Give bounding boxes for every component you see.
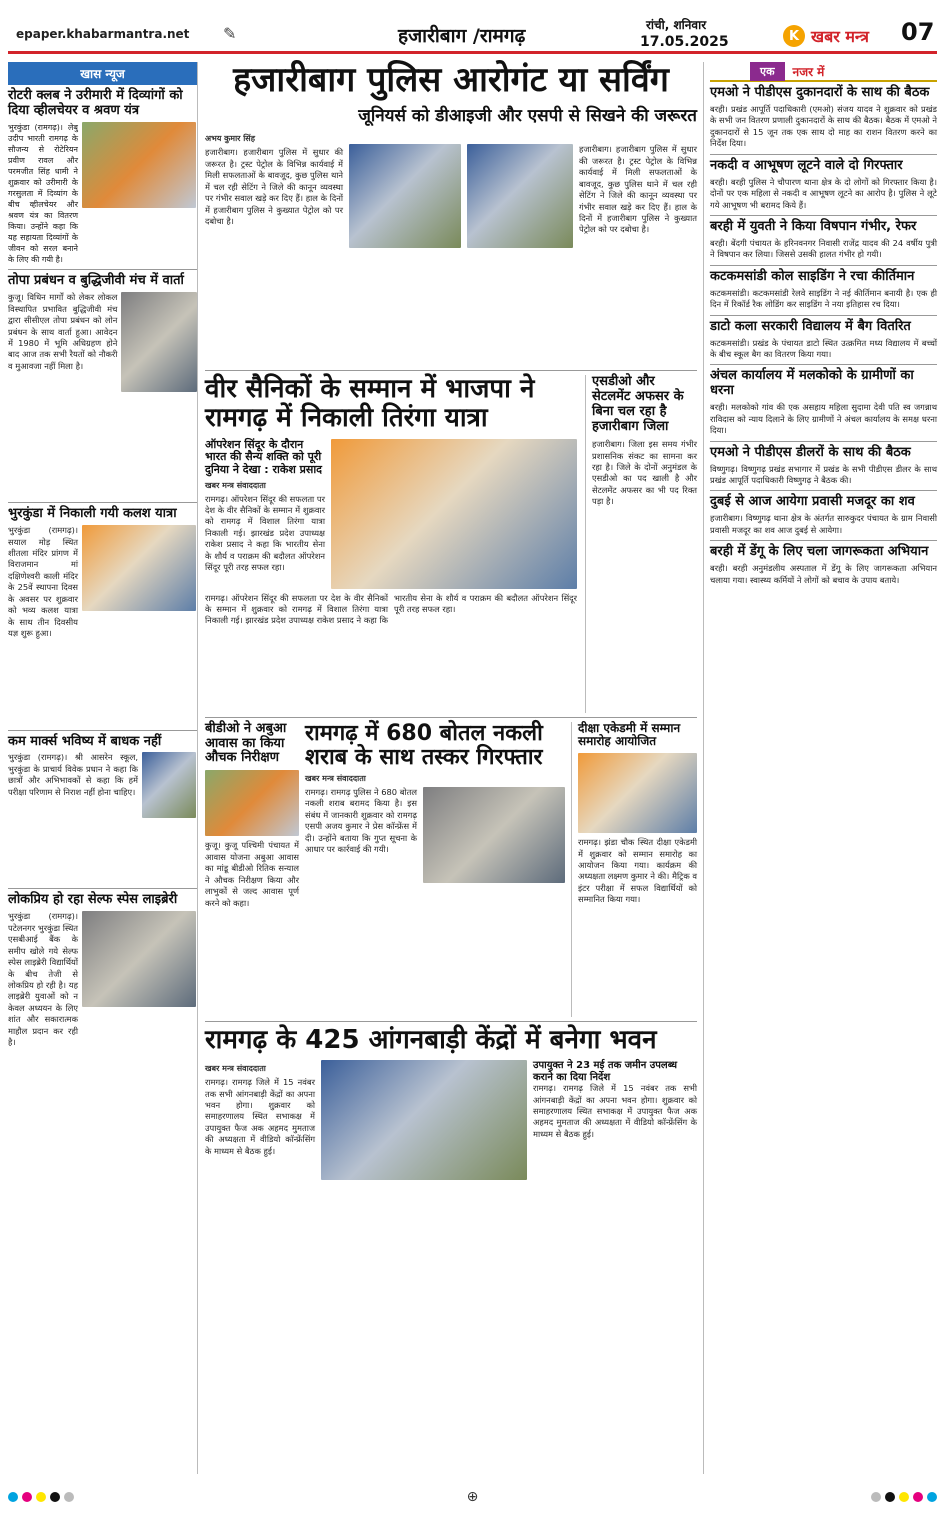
dig-photo [349, 144, 461, 248]
headline: अंचल कार्यालय में मलकोको के ग्रामीणों का धरना [710, 368, 914, 399]
diksha-story-text: रामगढ़। झंडा चौक स्थित दीक्षा एकेडमी में शुक्रवार को सम्मान समारोह का आयोजन किया गया। कार्यक्रम की अध्यक्षता लक्ष्मण कुमार ने की। मैट्रिक व इंटर परीक्षा में सफल विद्यार्थियों को सम्मानित किया गया। [578, 837, 697, 905]
meeting-photo [321, 1060, 527, 1180]
bdo-story-text: कुजू। कुजू पश्चिमी पंचायत में आवास योजना अबुआ आवास का मांडू बीडीओ रितिक सन्याल ने औचक निरीक्षण किया और लाभुकों से जल्द आवास पूर्ण करने को कहा। [205, 840, 299, 908]
byline: खबर मन्त्र संवाददाता [205, 480, 266, 490]
sdo-headline: एसडीओ और सेटलमेंट अफसर के बिना चल रहा है हजारीबाग जिला [592, 374, 684, 435]
color-dots-right [871, 1492, 937, 1502]
headline: नकदी व आभूषण लूटने वाले दो गिरफ्तार [710, 157, 903, 173]
story-text: कटकमसांडी। कटकमसांडी रेलवे साइडिंग ने नई कीर्तिमान बनायी है। एक ही दिन में रिकॉर्ड रैक लोडिंग कर साइडिंग ने नया इतिहास रच दिया। [710, 287, 937, 310]
middle-column [205, 62, 697, 1474]
headline: दुबई से आज आयेगा प्रवासी मजदूर का शव [710, 494, 915, 510]
headline: डाटो कला सरकारी विद्यालय में बैग वितरित [710, 318, 911, 334]
bdo-photo [205, 770, 299, 836]
story-topa [8, 274, 197, 392]
anganbadi-subheadline: उपायुक्त ने 23 मई तक जमीन उपलब्ध कराने का दिया निर्देश [533, 1060, 678, 1083]
strip-label-a: एक [750, 62, 785, 81]
story-photo [82, 911, 196, 1007]
sdo-story-text: हजारीबाग। जिला इस समय गंभीर प्रशासनिक संकट का सामना कर रहा है। जिले के दोनों अनुमंडल के एसडीओ का पद खाली है और सेटलमेंट अफसर का भी पद रिक्त पड़ा है। [592, 439, 697, 507]
headline: तोपा प्रबंधन व बुद्धिजीवी मंच में वार्ता [8, 273, 184, 289]
anganbadi-story-text-cont: रामगढ़। रामगढ़ जिले में 15 नवंबर तक सभी आंगनबाड़ी केंद्रों का अपना भवन होगा। शुक्रवार को समाहरणालय स्थित सभाकक्ष में उपायुक्त फैज अक अहमद मुमताज की अध्यक्षता में वीडियो कॉन्फ्रेंसिंग के माध्यम से बैठक हुई। [533, 1083, 697, 1139]
page-title: हजारीबाग /रामगढ़ [398, 25, 526, 47]
headline: बरही में युवती ने किया विषपान गंभीर, रेफर [710, 218, 917, 234]
lead-subheadline: जूनियर्स को डीआइजी और एसपी से सिखने की जरूरत [358, 106, 697, 127]
story-photo [121, 292, 197, 392]
section-strip: खास न्यूज [8, 62, 197, 85]
story-text: भुरकुंडा (रामगढ़)। पटेलनगर भुरकुंडा स्थित एसबीआई बैंक के समीप खोले गये सेल्फ स्पेस लाइब्रेरी विद्यार्थियों के बीच तेजी से लोकप्रिय हो रही है। यह लाइब्रेरी युवाओं को न केवल अध्ययन के लिए शांत और सकारात्मक माहौल प्रदान कर रही है। [8, 911, 78, 1048]
yatra-subheadline: ऑपरेशन सिंदूर के दौरान भारत की सैन्य शक्ति को पूरी दुनिया ने देखा : राकेश प्रसाद [205, 437, 323, 476]
city-day: रांची, शनिवार [646, 18, 707, 32]
sharab-story-text: रामगढ़। रामगढ़ पुलिस ने 680 बोतल नकली शराब बरामद किया है। इस संबंध में जानकारी शुक्रवार को रामगढ़ एसपी अजय कुमार ने प्रेस कॉन्फ्रेंस में दी। उन्होंने बताया कि गुप्त सूचना के आधार पर कार्रवाई की गयी। [305, 786, 417, 855]
byline: खबर मन्त्र संवाददाता [305, 773, 366, 783]
story-text: बरही। बरही पुलिस ने चौपारण थाना क्षेत्र के दो लोगों को गिरफ्तार किया है। दोनों पर एक महिला से नकदी व आभूषण लूटने का आरोप है। पुलिस ने लूटे गये आभूषण भी बरामद किये हैं। [710, 176, 937, 210]
sharab-headline: रामगढ़ में 680 बोतल नकली शराब के साथ तस्कर गिरफ्तार [305, 720, 543, 770]
story-text: हजारीबाग। विष्णुगढ़ थाना क्षेत्र के अंतर्गत सारुकुदर पंचायत के ग्राम निवासी प्रवासी मजदूर का शव आज दुबई से आयेगा। [710, 513, 937, 535]
headline: लोकप्रिय हो रहा सेल्फ स्पेस लाइब्रेरी [8, 892, 178, 908]
brand-logo [783, 22, 903, 50]
page-header [8, 10, 937, 54]
story-text: बरही। प्रखंड आपूर्ति पदाधिकारी (एमओ) संजय यादव ने शुक्रवार को प्रखंड के सभी जन वितरण प्रणाली दुकानदारों के साथ की बैठक। बैठक में एमओ ने दुकानदारों से 15 जून तक एक साथ दो माह का राशन वितरण करने का निर्देश दिया। [710, 103, 937, 149]
story-kalash [8, 507, 197, 639]
edition-date: 17.05.2025 [640, 34, 729, 50]
diksha-photo [578, 753, 697, 833]
story-text: कटकमसांडी। प्रखंड के पंचायत डाटो स्थित उत्क्रमित मध्य विद्यालय में बच्चों के बीच स्कूल बैग का वितरण किया गया। [710, 337, 937, 359]
anganbadi-headline: रामगढ़ के 425 आंगनबाड़ी केंद्रों में बनेगा भवन [205, 1024, 657, 1055]
strip-label-b: नजर में [792, 64, 825, 79]
pen-icon: ✎ [223, 24, 237, 43]
site-url[interactable]: epaper.khabarmantra.net [16, 27, 190, 41]
story-marks [8, 735, 197, 819]
right-column [703, 62, 937, 1474]
headline: रोटरी क्लब ने उरीमारी में दिव्यांगों को दिया व्हीलचेयर व श्रवण यंत्र [8, 88, 183, 118]
tiranga-yatra-photo [331, 439, 577, 589]
story-text: बरही। मलकोको गांव की एक असहाय महिला सुदामा देवी पति स्व जगन्नाथ राविदास को न्याय दिलाने के लिए ग्रामीणों ने अंचल कार्यालय के समक्ष धरना दिया। [710, 402, 937, 436]
story-text-lead: भुरकुंडा (रामगढ़)। लेबु उदीप भारती रामगढ़ के सौजन्य से रोटेरियन प्रवीण रावल और परमजीत सिंह धामी ने शुक्रवार को उरीमारी के गरसुलता में दिव्यांग के बीच व्हीलचेयर और श्रवण यंत्र का वितरण किया। उन्होंने कहा कि यह सहायता दिव्यांगों के जीवन को सरल बनाने के लिए की गयी है। [8, 122, 78, 265]
lead-story-text-cont: हजारीबाग। हजारीबाग पुलिस में सुधार की जरूरत है। ट्रस्ट पेट्रोल के विभिन्न कार्यवाई में मिली सफलताओं के बावजूद, कुछ पुलिस थाने में चल रही सेटिंग ने जिले की कानून व्यवस्था पर गंभीर सवाल खड़े कर दिए हैं। हाल के दिनों में हजारीबाग पुलिस ने कुख्यात पेट्रोल को पर दबोचा है। [579, 144, 697, 235]
portrait-photo [142, 752, 196, 818]
story-text: बरही। बरही अनुमंडलीय अस्पताल में डेंगू के लिए जागरूकता अभियान चलाया गया। स्वास्थ्य कर्मियों ने लोगों को बचाव के उपाय बताये। [710, 563, 937, 585]
sp-photo [467, 144, 573, 248]
story-library [8, 893, 197, 1048]
story-text: कुजू। विधिन मार्गों को लेकर लोकल विस्थापित प्रभावित बुद्धिजीवी मंच द्वारा सीसीएल तोपा प्रबंधन को लोन प्रबंधन के साथ वार्ता हुआ। आवेदन में 1980 में भूमि अधिग्रहण होने बाद आज तक सभी रैयतों को नौकरी व मुआवजा नहीं मिला है। [8, 292, 118, 371]
crosshair-icon: ⊕ [466, 1489, 479, 1505]
byline: खबर मन्त्र संवाददाता [205, 1064, 266, 1074]
story-text: बरही। बेंदगी पंचायत के हरिनवनगर निवासी राजेंद्र यादव की 24 वर्षीय पुत्री ने विषपान कर लिया। जिससे उसकी हालत गंभीर हो गयी। [710, 237, 937, 260]
story-photo [82, 122, 196, 208]
registration-bar [8, 1486, 937, 1508]
story-text: भुरकुंडा (रामगढ़)। सयाल मोड़ स्थित शीतला मंदिर प्रांगण में विराजमान मां दक्षिणेश्वरी काली मंदिर के 25वें स्थापना दिवस के अवसर पर शुक्रवार को भव्य कलश यात्रा के साथ तीन दिवसीय यज्ञ शुरू हुआ। [8, 525, 78, 639]
headline: कटकमसांडी कोल साइडिंग ने रचा कीर्तिमान [710, 268, 915, 284]
seized-liquor-photo [423, 787, 565, 883]
lead-headline: हजारीबाग पुलिस आरोगंट या सर्विंग [233, 60, 669, 100]
headline: कम मार्क्स भविष्य में बाधक नहीं [8, 733, 162, 749]
story-text: भुरकुंडा (रामगढ़)। श्री आसरेन स्कूल, भुरकुंडा के प्राचार्य विवेक प्रधान ने कहा कि छात्रों और अभिभावकों से कहा कि हमें परीक्षा परिणाम से निराश नहीं होना चाहिए। [8, 752, 138, 797]
headline: एमओ ने पीडीएस डीलरों के साथ की बैठक [710, 444, 911, 460]
brand-name: खबर मन्त्र [811, 27, 869, 46]
left-column [8, 62, 198, 1474]
diksha-headline: दीक्षा एकेडमी में सम्मान समारोह आयोजित [578, 720, 681, 749]
anganbadi-story-text: रामगढ़। रामगढ़ जिले में 15 नवंबर तक सभी आंगनबाड़ी केंद्रों का अपना भवन होगा। शुक्रवार को समाहरणालय स्थित सभाकक्ष में उपायुक्त फैज अक अहमद मुमताज की अध्यक्षता में वीडियो कॉन्फ्रेंसिंग के माध्यम से बैठक हुई। [205, 1077, 315, 1156]
bdo-headline: बीडीओ ने अबुआ आवास का किया औचक निरीक्षण [205, 720, 287, 766]
logo-icon: K [783, 25, 805, 47]
yatra-story-text: रामगढ़। ऑपरेशन सिंदूर की सफलता पर देश के वीर सैनिकों के सम्मान में शुक्रवार को रामगढ़ में विशाल तिरंगा यात्रा निकाली गई। झारखंड प्रदेश उपाध्यक्ष राकेश प्रसाद ने कहा कि भारतीय सेना के शौर्य व पराक्रम की बदौलत ऑपरेशन सिंदूर पूरी तरह सफल रहा। [205, 493, 325, 573]
byline: अभय कुमार सिंह [205, 134, 255, 144]
ek-nazar-strip [710, 62, 937, 82]
anganbadi-story [205, 1026, 697, 1181]
lead-story-text: हजारीबाग। हजारीबाग पुलिस में सुधार की जरूरत है। ट्रस्ट पेट्रोल के विभिन्न कार्यवाई में मिली सफलताओं के बावजूद, कुछ पुलिस थाने में चल रही सेटिंग ने जिले की कानून व्यवस्था पर गंभीर सवाल खड़े कर दिए हैं। हाल के दिनों में हजारीबाग पुलिस ने कुख्यात पेट्रोल को पर दबोचा है। [205, 147, 343, 227]
headline: भुरकुंडा में निकाली गयी कलश यात्रा [8, 506, 177, 522]
story-rotary [8, 89, 197, 265]
story-photo [82, 525, 196, 611]
yatra-headline: वीर सैनिकों के सम्मान में भाजपा ने रामगढ़ में निकाली तिरंगा यात्रा [205, 374, 535, 433]
headline: एमओ ने पीडीएस दुकानदारों के साथ की बैठक [710, 85, 930, 100]
yatra-story-text-cont: रामगढ़। ऑपरेशन सिंदूर की सफलता पर देश के वीर सैनिकों के सम्मान में शुक्रवार को रामगढ़ में विशाल तिरंगा यात्रा निकाली गई। झारखंड प्रदेश उपाध्यक्ष राकेश प्रसाद ने कहा कि भारतीय सेना के शौर्य व पराक्रम की बदौलत ऑपरेशन सिंदूर पूरी तरह सफल रहा। [205, 592, 577, 626]
color-dots-left [8, 1492, 74, 1502]
page-number: 07 [901, 18, 935, 46]
story-text: विष्णुगढ़। विष्णुगढ़ प्रखंड सभागार में प्रखंड के सभी पीडीएस डीलर के साथ प्रखंड आपूर्ति पदाधिकारी विष्णुगढ़ ने बैठक की। [710, 463, 937, 485]
headline: बरही में डेंगू के लिए चला जागरूकता अभियान [710, 544, 929, 560]
